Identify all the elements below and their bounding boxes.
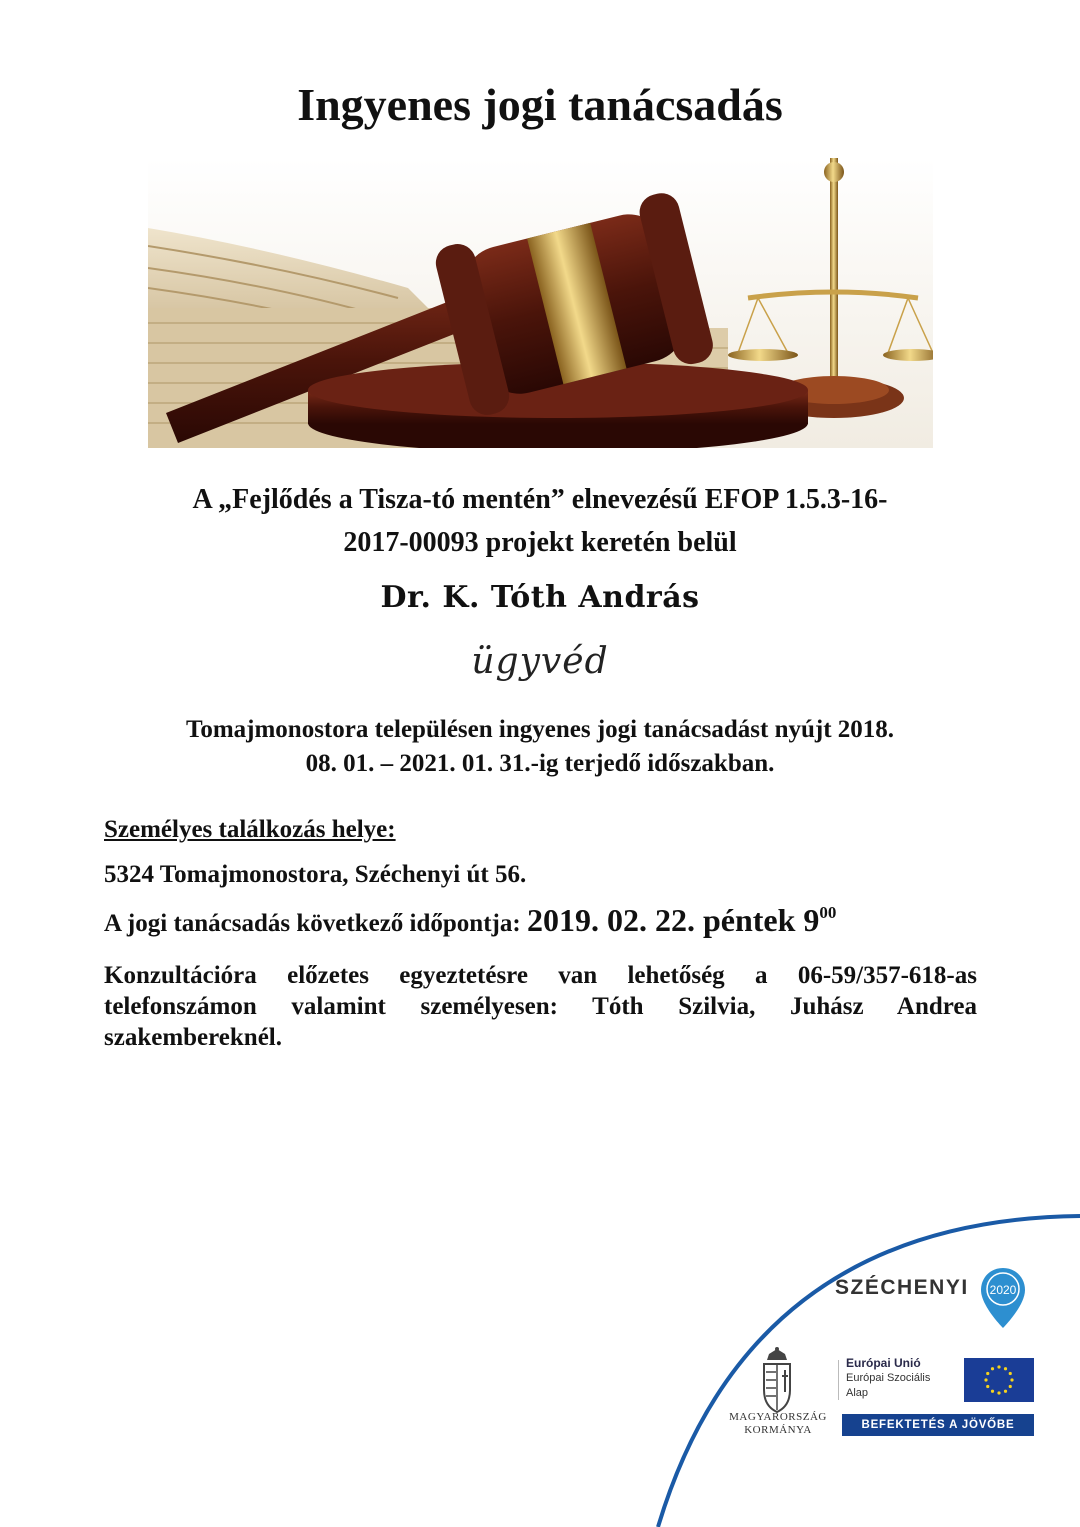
- eu-star-icon: [986, 1372, 989, 1375]
- meeting-address: 5324 Tomajmonostora, Széchenyi út 56.: [104, 861, 527, 888]
- eu-line-1: Európai Unió: [846, 1356, 921, 1370]
- logo-divider: [838, 1360, 839, 1400]
- gov-line-1: MAGYARORSZÁG: [729, 1411, 827, 1423]
- next-appointment: [104, 902, 836, 939]
- consultation-info: Konzultációra előzetes egyeztetésre van lehetőség a 06-59/357-618-as telefonszámon valamint személyesen: Tóth Szilvia, Juhász Andrea szakembereknél.: [104, 962, 977, 1051]
- eu-line-2: Európai Szociális: [846, 1372, 931, 1384]
- eu-star-icon: [1004, 1367, 1007, 1370]
- gov-line-2: KORMÁNYA: [744, 1424, 812, 1436]
- szechenyi-logo-text: SZÉCHENYI: [835, 1276, 969, 1299]
- project-line-2: 2017-00093 projekt keretén belül: [343, 527, 737, 558]
- invest-in-future-banner: BEFEKTETÉS A JÖVŐBE: [842, 1414, 1034, 1436]
- eu-star-icon: [1004, 1390, 1007, 1393]
- eu-star-icon: [1009, 1372, 1012, 1375]
- period-line-1: Tomajmonostora településen ingyenes jogi tanácsadást nyújt 2018.: [185, 716, 895, 743]
- next-date-label: A jogi tanácsadás következő időpontja:: [104, 910, 527, 937]
- government-label: [728, 1411, 828, 1437]
- eu-star-icon: [991, 1390, 994, 1393]
- eu-flag-icon: [964, 1358, 1034, 1402]
- next-date-value: 2019. 02. 22. péntek 9: [526, 902, 820, 938]
- eu-star-icon: [1010, 1378, 1013, 1381]
- project-description: [110, 478, 970, 564]
- period-line-2: 08. 01. – 2021. 01. 31.-ig terjedő időszakban.: [305, 750, 775, 777]
- eu-star-icon: [986, 1385, 989, 1388]
- lawyer-name: Dr. K. Tóth András: [380, 580, 700, 615]
- lawyer-role: ügyvéd: [471, 641, 609, 682]
- next-date-minutes: 00: [819, 902, 837, 922]
- hungarian-coat-of-arms-icon: [758, 1346, 796, 1416]
- eu-star-icon: [997, 1365, 1000, 1368]
- szechenyi-2020-pin-icon: [978, 1266, 1028, 1330]
- meeting-place-heading: Személyes találkozás helye:: [104, 816, 396, 843]
- eu-star-icon: [984, 1378, 987, 1381]
- service-period: [110, 713, 970, 781]
- eu-star-icon: [997, 1391, 1000, 1394]
- eu-line-3: Alap: [846, 1387, 869, 1399]
- szechenyi-year: 2020: [989, 1283, 1017, 1297]
- gavel-books-scales-image: [148, 158, 933, 448]
- eu-fund-label: [846, 1356, 930, 1401]
- document-title: Ingyenes jogi tanácsadás: [297, 79, 783, 130]
- eu-star-icon: [1009, 1385, 1012, 1388]
- project-line-1: A „Fejlődés a Tisza-tó mentén” elnevezésű EFOP 1.5.3-16-: [192, 484, 888, 515]
- eu-star-icon: [991, 1367, 994, 1370]
